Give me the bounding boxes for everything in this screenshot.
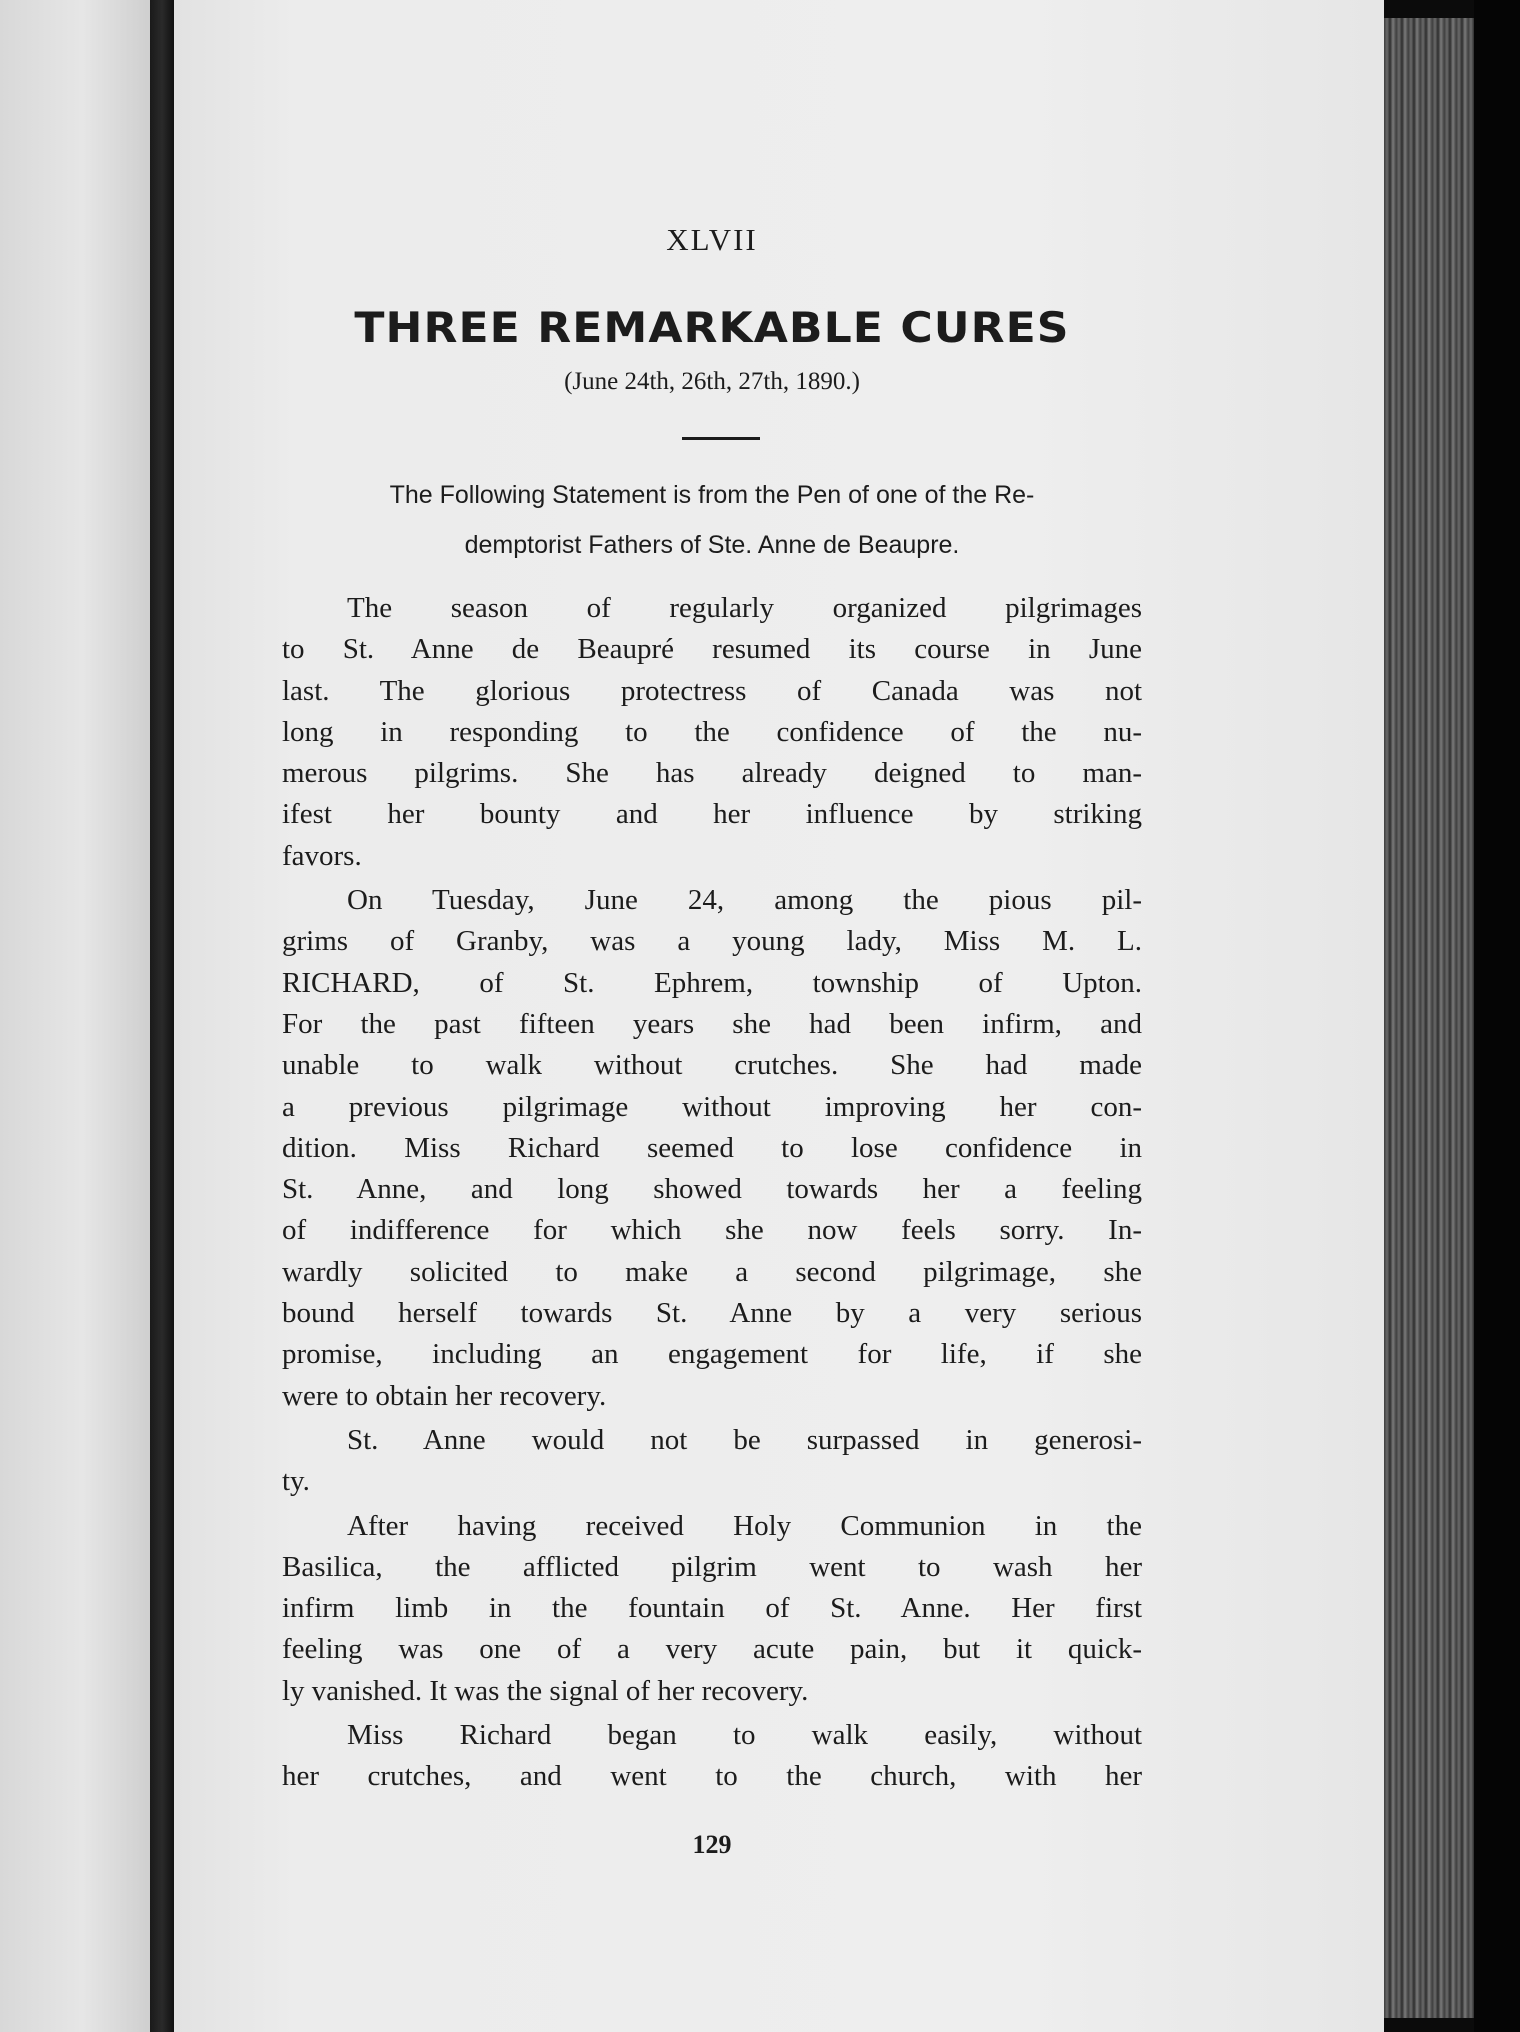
intro-line: demptorist Fathers of Ste. Anne de Beaupre. — [464, 531, 960, 559]
text-line: feeling was one of a very acute pain, but it quick- — [282, 1633, 1142, 1666]
page-number: 129 — [692, 1830, 732, 1859]
text-line: grims of Granby, was a young lady, Miss M. L. — [282, 925, 1142, 958]
chapter-title: THREE REMARKABLE CURES — [354, 303, 1070, 352]
text-line: Basilica, the afflicted pilgrim went to wash her — [282, 1550, 1142, 1583]
intro-line: The Following Statement is from the Pen of one of the Re- — [389, 481, 1035, 509]
text-line: last. The glorious protectress of Canada was not — [282, 674, 1142, 707]
body-text — [282, 588, 1142, 1798]
chapter-number: XLVII — [666, 222, 758, 257]
text-line: RICHARD, of St. Ephrem, township of Upton. — [282, 966, 1142, 999]
text-line: of indifference for which she now feels sorry. In- — [282, 1214, 1142, 1247]
text-line: The season of regularly organized pilgrimages — [347, 592, 1142, 624]
text-line: After having received Holy Communion in the — [347, 1509, 1142, 1542]
intro-statement — [282, 470, 1142, 570]
text-line: promise, including an engagement for life, if she — [282, 1338, 1142, 1371]
title-rule — [682, 437, 760, 440]
page-stack-edge — [1384, 18, 1474, 2018]
text-line: St. Anne would not be surpassed in generosi- — [347, 1423, 1142, 1456]
text-line: dition. Miss Richard seemed to lose confidence in — [282, 1131, 1142, 1164]
text-line: unable to walk without crutches. She had made — [282, 1049, 1142, 1082]
text-line: St. Anne, and long showed towards her a feeling — [282, 1173, 1142, 1206]
text-line: merous pilgrims. She has already deigned to man- — [282, 757, 1142, 790]
text-line: a previous pilgrimage without improving her con- — [282, 1090, 1142, 1123]
text-line: wardly solicited to make a second pilgrimage, she — [282, 1255, 1142, 1288]
text-line: bound herself towards St. Anne by a very serious — [282, 1297, 1142, 1330]
text-line: long in responding to the confidence of the nu- — [282, 715, 1142, 748]
background-shadow — [1474, 0, 1520, 2032]
text-line: ty. — [282, 1465, 310, 1498]
text-line: favors. — [282, 839, 362, 872]
text-line: For the past fifteen years she had been infirm, and — [282, 1007, 1142, 1040]
text-line: ly vanished. It was the signal of her recovery. — [282, 1674, 809, 1707]
text-line: infirm limb in the fountain of St. Anne. Her first — [282, 1592, 1142, 1625]
text-line: On Tuesday, June 24, among the pious pil- — [347, 884, 1142, 917]
text-line: were to obtain her recovery. — [282, 1379, 607, 1412]
text-line: to St. Anne de Beaupré resumed its course in June — [282, 633, 1142, 666]
book-gutter — [150, 0, 174, 2032]
chapter-dates: (June 24th, 26th, 27th, 1890.) — [564, 368, 860, 395]
left-page-edge — [0, 0, 150, 2032]
text-line: her crutches, and went to the church, with her — [282, 1760, 1142, 1793]
text-line: ifest her bounty and her influence by striking — [282, 798, 1142, 831]
text-line: Miss Richard began to walk easily, without — [347, 1719, 1142, 1752]
